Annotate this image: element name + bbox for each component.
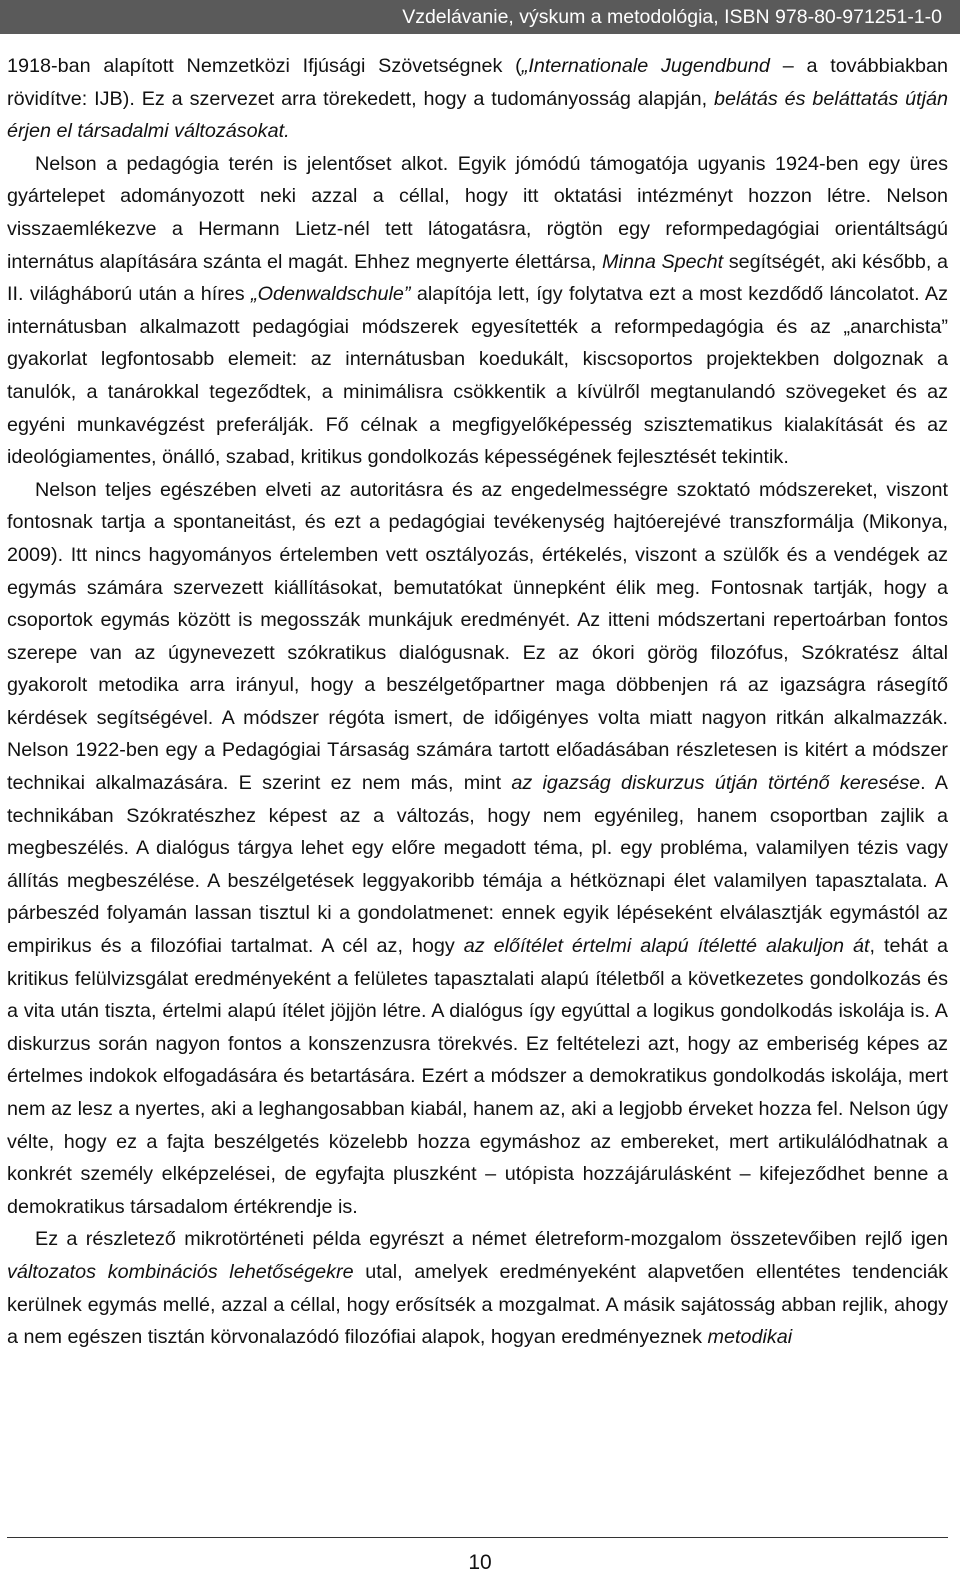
- italic-text: metodikai: [707, 1326, 793, 1349]
- italic-text: az igazság diskurzus útján történő keresése: [511, 772, 921, 795]
- text-run: Nelson a pedagógia terén is jelentőset alkot. Egyik jómódú támogatója ugyanis 1924-ben egy üres gyártelepet adományozott neki azzal a céllal, hogy itt oktatási intézményt hozzon létre. Nelson visszaemlékezve a Hermann Lietz-nél tett látogatásra, rögtön egy reformpedagógiai orientáltságú internátus alapítására szánta el magát. Ehhez megnyerte élettársa,: [7, 152, 948, 273]
- footer-rule: [7, 1537, 948, 1538]
- text-run: – a továbbiakban rövidítve: IJB). Ez a szervezet arra törekedett, hogy a tudományosság alapján,: [7, 55, 948, 110]
- text-run: utal, amelyek eredményeként alapvetően ellentétes tendenciák kerülnek egymás mellé, azzal a céllal, hogy erősítsék a mozgalmat. A másik sajátosság abban rejlik, ahogy a nem egészen tisztán körvonalazódó filozófiai alapok, hogyan eredményeznek: [7, 1260, 948, 1349]
- italic-text: „Internationale Jugendbund: [521, 55, 770, 77]
- italic-text: az előítélet értelmi alapú ítéletté alakuljon át: [463, 935, 870, 958]
- body-paragraph: [7, 148, 948, 474]
- running-header: [0, 0, 960, 34]
- italic-text: változatos kombinációs lehetőségekre: [7, 1260, 354, 1283]
- italic-text: Minna Specht: [601, 250, 724, 273]
- running-header-text: Vzdelávanie, výskum a metodológia, ISBN 978-80-971251-1-0: [402, 6, 942, 28]
- text-run: . A technikában Szókratészhez képest az a változás, hogy nem egyénileg, hanem csoportban zajlik a megbeszélés. A dialógus tárgya lehet egy előre megadott téma, pl. egy probléma, valamilyen tézis vagy állítás megbeszélése. A beszélgetések leggyakoribb témája a hétköznapi élet valamilyen tapasztalata. A párbeszéd folyamán lassan tisztul ki a gondolatmenet: ennek egyik lépéseként elválasztják egymástól az empirikus és a filozófiai tartalmat. A cél az, hogy: [7, 772, 948, 958]
- page-number: 10: [468, 1551, 492, 1574]
- text-run: Ez a részletező mikrotörténeti példa egyrészt a német életreform-mozgalom összetevőiben rejlő igen: [35, 1228, 948, 1251]
- text-run: Nelson teljes egészében elveti az autoritásra és az engedelmességre szoktató módszereket, viszont fontosnak tartja a spontaneitást, és ezt a pedagógiai tevékenység hajtóerejévé transzformálja (Mikonya, 2009). Itt nincs hagyományos értelemben vett osztályozás, értékelés, viszont a szülők és a vendégek az egymás számára szervezett kiállításokat, bemutatókat ünnepként élik meg. Fontosnak tartják, hogy a csoportok egymás között is megosszák munkájuk eredményét. Az itteni módszertani repertoárban fontos szerepe van az úgynevezett szókratikus dialógusnak. Ez az ókori görög filozófus, Szókratész által gyakorolt metodika arra irányul, hogy a beszélgetőpartner maga döbbenjen rá az igazságra rásegítő kérdések segítségével. A módszer régóta ismert, de időigényes volta miatt nagyon ritkán alkalmazzák. Nelson 1922-ben egy a Pedagógiai Társaság számára tartott előadásában részletesen is kitért a módszer technikai alkalmazására. E szerint ez nem más, mint: [7, 478, 948, 795]
- body-paragraph: [7, 1223, 948, 1353]
- body-paragraph: [7, 474, 948, 1224]
- text-run: 1918-ban alapított Nemzetközi Ifjúsági Szövetségnek (: [7, 55, 522, 77]
- text-run: segítségét, aki később, a II. világháború után a híres: [7, 250, 948, 306]
- text-run: , tehát a kritikus felülvizsgálat eredményeként a felületes tapasztalati alapú ítéletből a következetes gondolkozás és a vita után tiszta, értelmi alapú ítélet jöjjön létre. A dialógus így egyúttal a logikus gondolkodás iskolája is. A diskurzus során nagyon fontos a konszenzusra törekvés. Ez feltételezi azt, hogy az emberiség képes az értelmes indokok elfogadására és betartására. Ezért a módszer a demokratikus gondolkodás iskolája, mert nem az lesz a nyertes, aki a leghangosabban kiabál, hanem az, aki a legjobb érveket hozza fel. Nelson úgy vélte, hogy ez a fajta beszélgetés közelebb hozza egymáshoz az embereket, mert artikulálódhatnak a konkrét személy elképzelései, de egyfajta pluszként – utópista hozzájárulásként – kifejeződhet benne a demokratikus társadalom értékrendje is.: [7, 935, 948, 1218]
- italic-text: „Odenwaldschule”: [251, 283, 411, 306]
- text-run: alapítója lett, így folytatva ezt a most kezdődő láncolatot. Az internátusban alkalmazott pedagógiai módszerek egyesítették a reformpedagógia és az „anarchista” gyakorlat legfontosabb elemeit: az internátusban koedukált, kiscsoportos projektekben dolgoznak a tanulók, a tanárokkal tegeződtek, a minimálisra csökkentik a kívülről megtanulandó szövegeket és az egyéni munkavégzést preferálják. Fő célnak a megfigyelőképesség szisztematikus kialakítását és az ideológiamentes, önálló, szabad, kritikus gondolkozás képességének fejlesztését tekintik.: [7, 283, 948, 469]
- italic-text: belátás és beláttatás útján érjen el társadalmi változásokat.: [7, 87, 948, 143]
- page-body: [7, 50, 948, 1354]
- body-paragraph: [7, 50, 948, 148]
